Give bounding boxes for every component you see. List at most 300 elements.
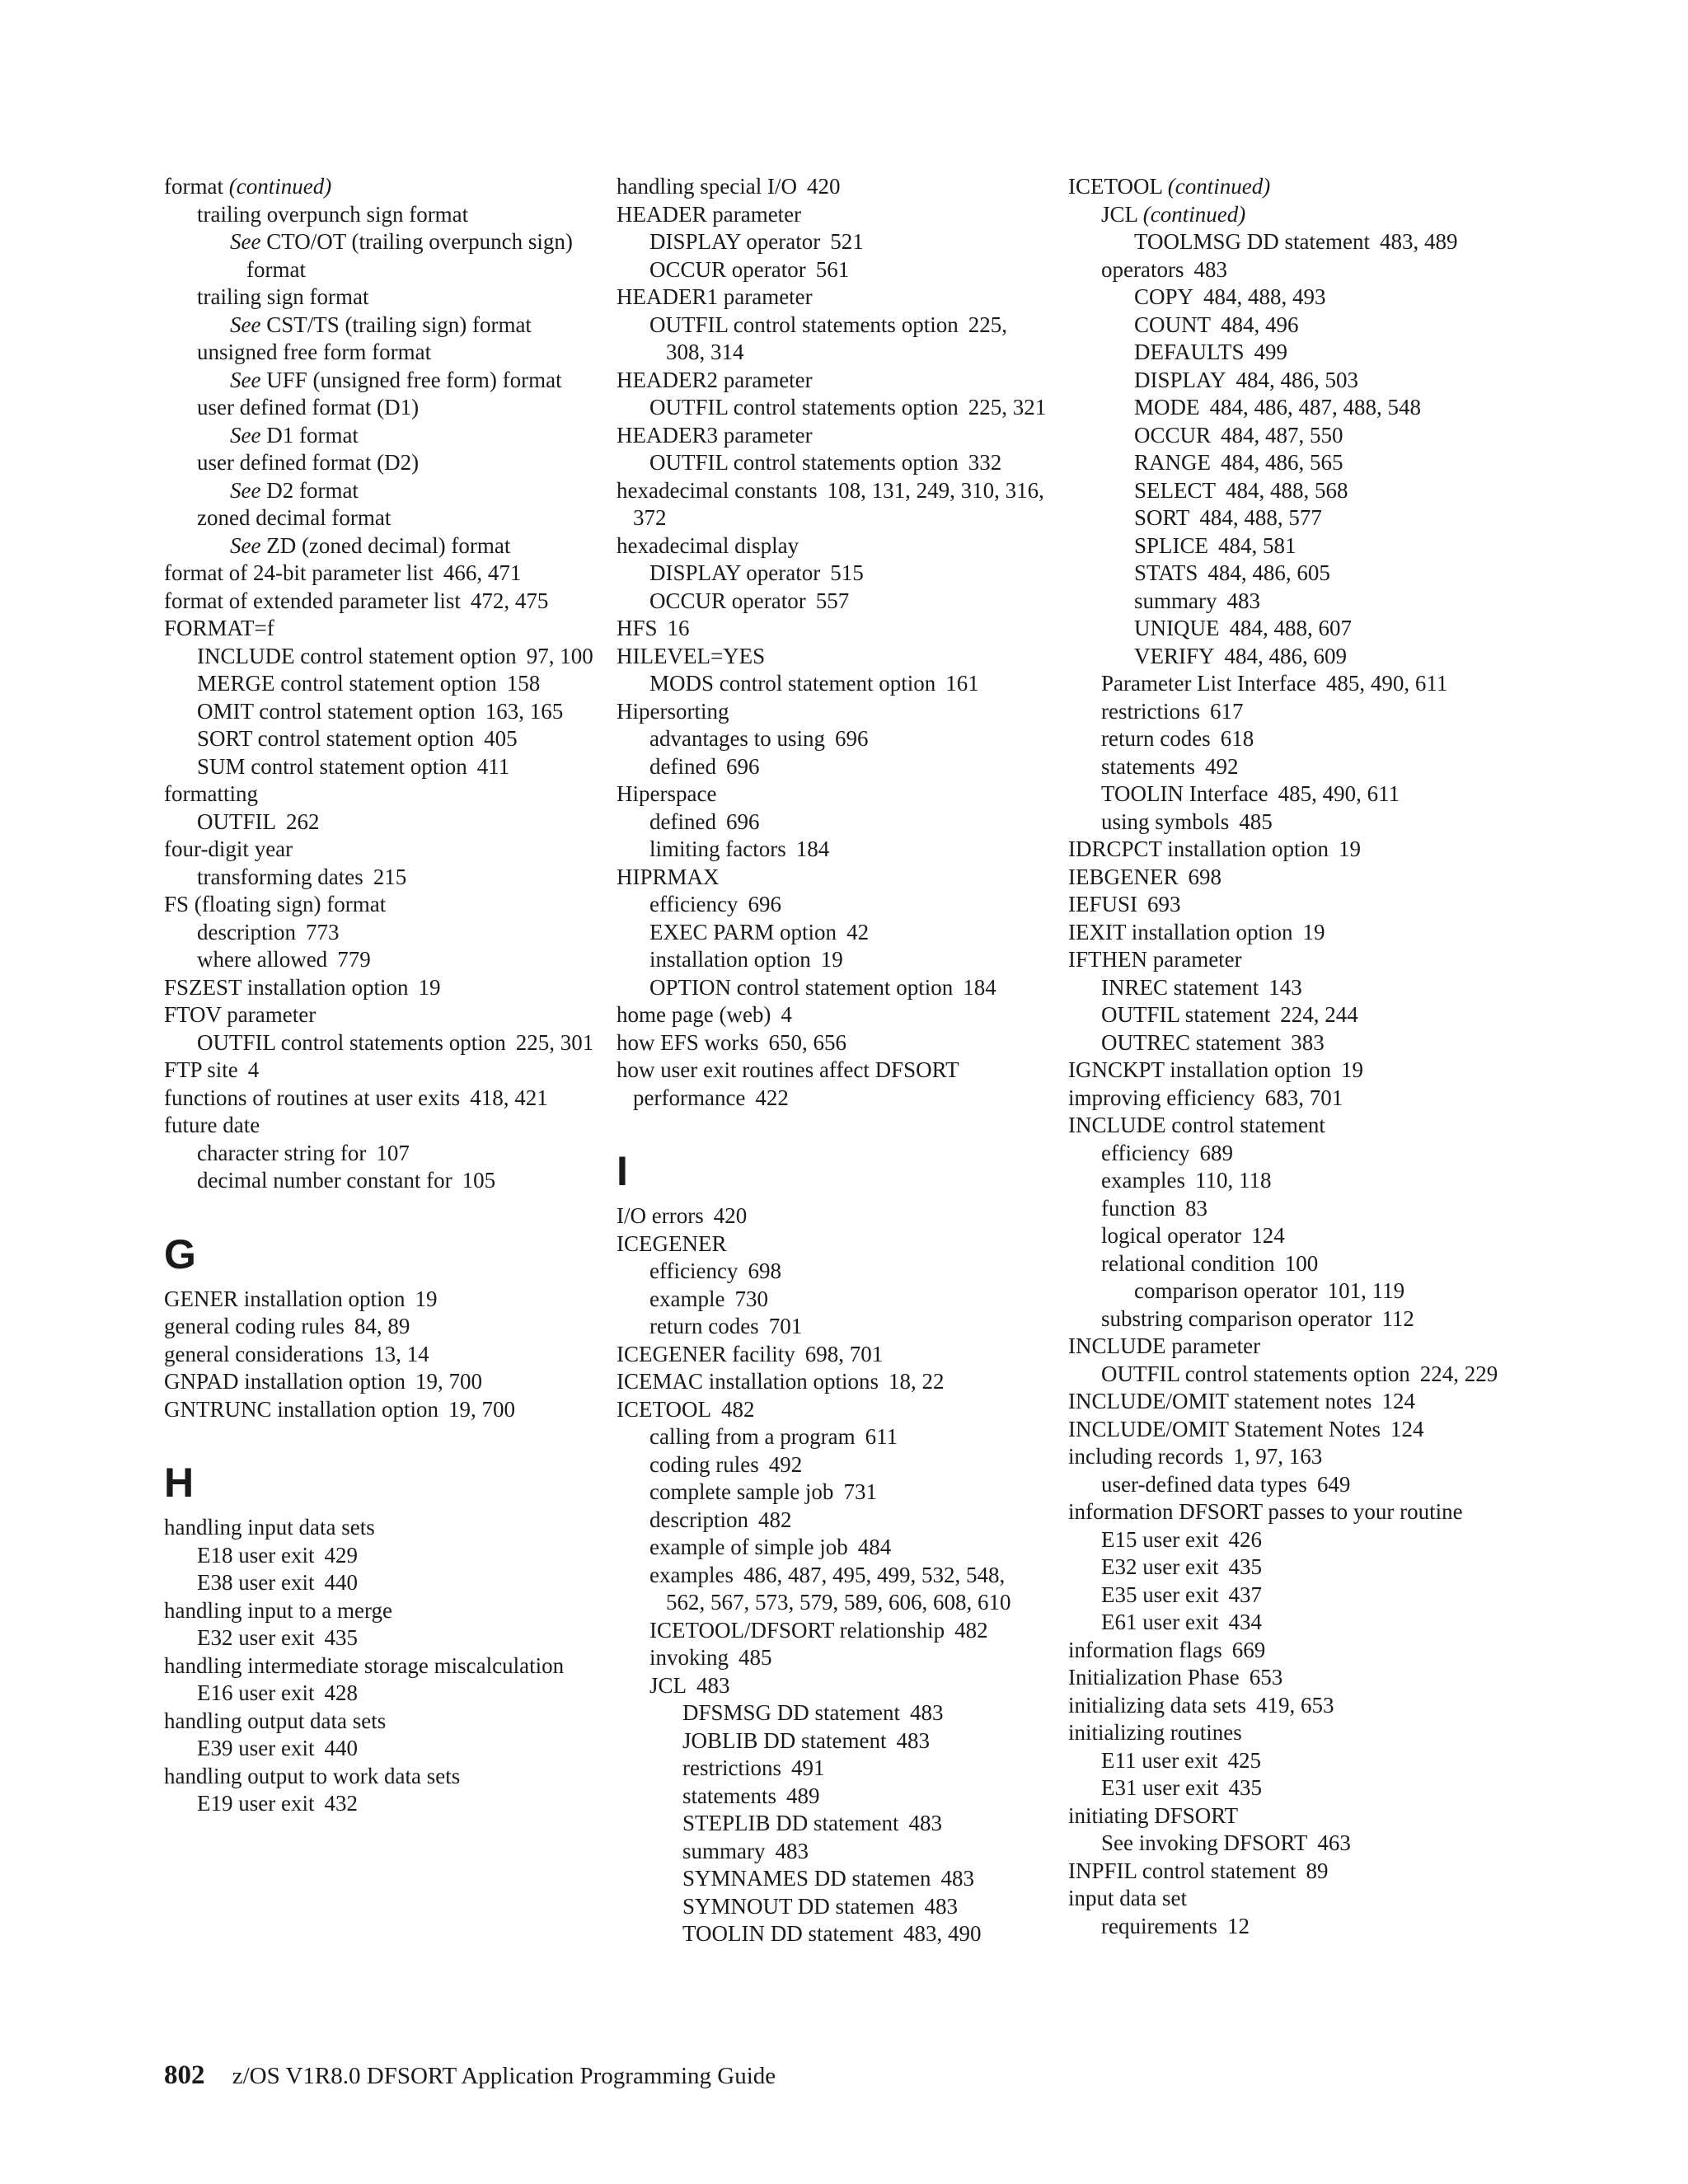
page-reference: 124 <box>1251 1223 1285 1248</box>
index-term: format <box>164 174 223 199</box>
index-term: return codes <box>1101 726 1211 751</box>
index-term: ICEMAC installation options <box>617 1369 879 1394</box>
index-term: OCCUR <box>1134 422 1212 448</box>
index-term: invoking <box>649 1645 729 1670</box>
index-term: HFS <box>617 616 658 640</box>
index-term: user defined format (D2) <box>197 450 420 475</box>
index-entry <box>164 1341 593 1369</box>
index-term: trailing overpunch sign format <box>197 201 469 227</box>
index-entry <box>1068 1554 1497 1582</box>
index-term: FSZEST installation option <box>164 974 409 1000</box>
index-entry <box>164 753 593 781</box>
index-entry <box>164 946 593 974</box>
index-entry <box>164 836 593 864</box>
index-term: handling input to a merge <box>164 1597 392 1623</box>
page-reference: 485 <box>1239 808 1273 834</box>
see-reference-label: See <box>230 367 261 392</box>
page-reference: 435 <box>1228 1554 1262 1579</box>
page-reference: 161 <box>945 671 979 696</box>
index-entry <box>1068 1416 1497 1444</box>
index-term: DISPLAY operator <box>649 560 821 585</box>
page-reference: 184 <box>963 974 996 1000</box>
index-entry <box>617 1507 1045 1535</box>
index-entry <box>617 1341 1045 1369</box>
index-term: hexadecimal display <box>617 532 799 558</box>
page-reference: 484, 486, 565 <box>1221 450 1343 475</box>
index-entry <box>617 1202 1045 1230</box>
page-reference: 486, 487, 495, 499, 532, 548, 562, 567, 573, 579, 589, 606, 608, 610 <box>666 1562 1011 1615</box>
index-entry <box>617 1286 1045 1314</box>
page-reference: 435 <box>324 1625 358 1650</box>
page-reference: 101, 119 <box>1327 1278 1405 1303</box>
index-entry <box>1068 698 1497 726</box>
index-entry <box>617 1562 1045 1617</box>
index-term: INCLUDE control statement option <box>197 643 517 668</box>
page-reference: 730 <box>734 1286 768 1311</box>
index-term: general considerations <box>164 1341 364 1366</box>
page-number: 802 <box>164 2060 205 2090</box>
page-reference: 484, 488, 607 <box>1229 616 1352 640</box>
index-term: SORT control statement option <box>197 726 475 751</box>
page-reference: 484, 486, 487, 488, 548 <box>1209 395 1421 419</box>
index-term: information DFSORT passes to your routine <box>1068 1499 1463 1524</box>
index-entry <box>617 477 1045 532</box>
page-reference: 426 <box>1228 1526 1262 1552</box>
index-entry <box>617 1893 1045 1921</box>
index-entry <box>617 1920 1045 1948</box>
index-entry <box>1068 1112 1497 1140</box>
index-term: decimal number constant for <box>197 1168 452 1193</box>
index-entry <box>164 1001 593 1029</box>
page-reference: 420 <box>806 174 841 199</box>
index-term: IFTHEN parameter <box>1068 947 1242 972</box>
index-entry <box>1068 588 1497 616</box>
index-entry <box>1068 284 1497 312</box>
index-entry <box>1068 1471 1497 1499</box>
index-term: statements <box>682 1783 776 1808</box>
index-entry <box>1068 1692 1497 1720</box>
page-reference: 163, 165 <box>485 698 564 724</box>
index-term: ICETOOL <box>617 1396 711 1422</box>
page-reference: 484, 486, 503 <box>1236 367 1359 392</box>
index-term: format of 24-bit parameter list <box>164 560 434 585</box>
index-term: logical operator <box>1101 1223 1242 1248</box>
index-entry <box>164 284 593 312</box>
index-entry <box>1068 615 1497 643</box>
index-entry <box>1068 1582 1497 1610</box>
page-reference: 112 <box>1381 1305 1414 1331</box>
page-reference: 649 <box>1316 1471 1351 1497</box>
page-reference: 483 <box>1226 588 1260 613</box>
page-reference: 483 <box>940 1866 974 1891</box>
index-term: COUNT <box>1134 312 1211 337</box>
index-entry <box>1068 1029 1497 1057</box>
page-reference: 405 <box>484 726 518 751</box>
page-reference: 617 <box>1209 698 1244 724</box>
page-reference: 483 <box>896 1727 930 1753</box>
index-entry <box>164 1680 593 1708</box>
page-reference: 472, 475 <box>470 588 549 613</box>
page-reference: 437 <box>1228 1582 1262 1607</box>
index-entry <box>1068 1498 1497 1526</box>
index-entry <box>1068 312 1497 340</box>
index-term: GNPAD installation option <box>164 1369 406 1394</box>
page-reference: 411 <box>476 753 510 779</box>
page-reference: 440 <box>324 1570 358 1595</box>
index-term: E31 user exit <box>1101 1775 1219 1800</box>
index-entry <box>617 1783 1045 1811</box>
page-reference: 499 <box>1254 340 1288 364</box>
index-term: STATS <box>1134 560 1198 585</box>
index-term: Hipersorting <box>617 698 729 724</box>
index-entry <box>617 1230 1045 1258</box>
index-term: IEBGENER <box>1068 864 1179 889</box>
index-entry <box>617 312 1045 367</box>
index-term: restrictions <box>682 1755 781 1780</box>
index-term: using symbols <box>1101 808 1230 834</box>
see-reference-label: See <box>230 229 261 254</box>
index-term: HILEVEL=YES <box>617 643 766 668</box>
page-reference: 466, 471 <box>443 560 522 585</box>
index-entry <box>617 1479 1045 1507</box>
page-reference: 4 <box>247 1057 260 1082</box>
index-entry <box>164 588 593 616</box>
index-entry <box>617 422 1045 450</box>
index-term: four-digit year <box>164 837 293 861</box>
index-term: statements <box>1101 753 1195 779</box>
index-term: SPLICE <box>1134 532 1209 558</box>
index-term: UNIQUE <box>1134 616 1220 640</box>
index-entry <box>1068 919 1497 947</box>
index-term: GENER installation option <box>164 1286 406 1311</box>
index-entry <box>1068 1830 1497 1858</box>
index-entry <box>164 974 593 1002</box>
index-entry <box>1068 1719 1497 1747</box>
page-reference: 698, 701 <box>804 1341 884 1366</box>
page-reference: 13, 14 <box>373 1341 429 1366</box>
index-term: OUTREC statement <box>1101 1029 1282 1055</box>
index-entry <box>617 919 1045 947</box>
page-reference: 515 <box>830 560 864 585</box>
index-term: calling from a program <box>649 1424 856 1449</box>
index-term: HEADER parameter <box>617 201 802 227</box>
index-term: defined <box>649 753 716 779</box>
index-term: VERIFY <box>1134 643 1215 668</box>
page-reference: 97, 100 <box>526 643 593 668</box>
index-entry <box>164 1597 593 1625</box>
index-term: Parameter List Interface <box>1101 671 1316 696</box>
index-entry <box>1068 864 1497 892</box>
index-entry <box>1068 1802 1497 1830</box>
index-entry <box>164 615 593 643</box>
index-entry <box>617 1451 1045 1479</box>
page-reference: 224, 229 <box>1419 1361 1498 1386</box>
index-term: unsigned free form format <box>197 340 432 364</box>
page-reference: 611 <box>865 1424 898 1449</box>
page-reference: 440 <box>324 1736 358 1760</box>
index-entry <box>164 1514 593 1542</box>
index-term: restrictions <box>1101 698 1200 724</box>
index-term: MODS control statement option <box>649 671 936 696</box>
index-term: description <box>649 1507 748 1532</box>
index-term: initiating DFSORT <box>1068 1802 1239 1828</box>
index-term: HEADER1 parameter <box>617 284 813 309</box>
page-reference: 434 <box>1228 1610 1262 1634</box>
index-term: INCLUDE control statement <box>1068 1113 1325 1137</box>
index-entry <box>164 1569 593 1597</box>
index-entry <box>1068 1858 1497 1886</box>
index-entry <box>617 1699 1045 1727</box>
index-term: SYMNAMES DD statemen <box>682 1866 931 1891</box>
index-term: efficiency <box>649 1258 738 1283</box>
page-reference: 19 <box>415 1286 438 1311</box>
index-term: return codes <box>649 1314 759 1338</box>
index-entry <box>164 919 593 947</box>
page-reference: 701 <box>768 1314 803 1338</box>
index-entry <box>1068 643 1497 671</box>
index-term: OUTFIL control statements option <box>197 1029 506 1055</box>
page-reference: 485, 490, 611 <box>1278 781 1400 806</box>
page-reference: 484, 486, 609 <box>1224 643 1348 668</box>
index-section-letter: I <box>617 1148 628 1194</box>
index-entry <box>617 615 1045 643</box>
page-reference: 484, 488, 568 <box>1226 477 1348 503</box>
page-reference: 696 <box>748 892 781 916</box>
index-term: E15 user exit <box>1101 1526 1219 1552</box>
index-term: handling output to work data sets <box>164 1763 461 1788</box>
index-term: DISPLAY <box>1134 367 1226 392</box>
index-term: HIPRMAX <box>617 864 720 889</box>
page-reference: 1, 97, 163 <box>1233 1444 1323 1469</box>
index-term: efficiency <box>1101 1140 1190 1165</box>
index-term: formatting <box>164 781 258 806</box>
index-term: example of simple job <box>649 1535 848 1559</box>
index-term: RANGE <box>1134 450 1211 475</box>
page-reference: 19 <box>1339 837 1362 861</box>
index-term: E32 user exit <box>197 1625 315 1650</box>
index-entry <box>164 1286 593 1314</box>
index-term: improving efficiency <box>1068 1085 1255 1110</box>
index-entry <box>1068 1885 1497 1913</box>
index-entry <box>164 1368 593 1396</box>
index-term: D2 format <box>266 477 359 503</box>
continued-label: (continued) <box>1167 174 1271 199</box>
page-reference: 89 <box>1306 1858 1329 1883</box>
index-term: description <box>197 919 296 944</box>
index-entry <box>1068 256 1497 284</box>
index-entry <box>617 1396 1045 1424</box>
index-term: handling output data sets <box>164 1708 387 1733</box>
index-entry <box>164 201 593 229</box>
index-entry <box>164 1624 593 1652</box>
index-entry <box>164 504 593 532</box>
index-term: substring comparison operator <box>1101 1305 1372 1331</box>
page-reference: 19 <box>1302 919 1325 944</box>
index-entry <box>617 643 1045 671</box>
page-reference: 124 <box>1381 1389 1415 1413</box>
page-reference: 689 <box>1199 1140 1233 1165</box>
page-reference: 485, 490, 611 <box>1325 671 1448 696</box>
page-reference: 482 <box>757 1507 792 1532</box>
index-entry <box>617 284 1045 312</box>
index-term: how EFS works <box>617 1029 759 1055</box>
index-column-3 <box>1068 173 1497 1940</box>
index-term: IEXIT installation option <box>1068 919 1293 944</box>
index-term: future date <box>164 1113 260 1137</box>
index-term: relational condition <box>1101 1250 1275 1276</box>
page-reference: 483 <box>775 1838 809 1863</box>
index-entry <box>164 1396 593 1424</box>
index-entry <box>617 1617 1045 1645</box>
index-entry <box>164 891 593 919</box>
index-entry <box>1068 1443 1497 1471</box>
page-reference: 492 <box>768 1451 803 1477</box>
index-entry <box>164 367 593 395</box>
index-entry <box>1068 725 1497 753</box>
index-term: Hiperspace <box>617 781 717 806</box>
index-entry <box>1068 808 1497 837</box>
page-reference: 463 <box>1317 1830 1351 1855</box>
page-reference: 618 <box>1220 726 1254 751</box>
index-term: E35 user exit <box>1101 1582 1219 1607</box>
index-term: INPFIL control statement <box>1068 1858 1296 1883</box>
index-entry <box>617 394 1045 422</box>
index-entry <box>1068 560 1497 588</box>
index-entry <box>164 1790 593 1818</box>
page-reference: 773 <box>305 919 340 944</box>
index-entry <box>617 1838 1045 1866</box>
index-entry <box>164 1652 593 1680</box>
index-term: SUM control statement option <box>197 753 467 779</box>
index-term: MODE <box>1134 395 1200 419</box>
page-reference: 669 <box>1231 1637 1266 1662</box>
index-entry <box>164 864 593 892</box>
index-entry <box>164 312 593 340</box>
index-entry <box>617 1810 1045 1838</box>
page-reference: 332 <box>968 450 1002 475</box>
index-term: coding rules <box>649 1451 759 1477</box>
page-reference: 42 <box>846 919 870 944</box>
index-term: examples <box>1101 1168 1185 1193</box>
page-reference: 420 <box>713 1203 748 1228</box>
index-entry <box>617 173 1045 201</box>
index-term: UFF (unsigned free form) format <box>266 367 562 392</box>
page-reference: 124 <box>1390 1416 1424 1441</box>
page-reference: 19 <box>1341 1057 1364 1082</box>
index-entry <box>617 1755 1045 1783</box>
index-entry <box>617 808 1045 837</box>
page-reference: 693 <box>1147 892 1181 916</box>
page-reference: 383 <box>1291 1029 1325 1055</box>
index-term: defined <box>649 808 716 834</box>
index-entry <box>164 560 593 588</box>
index-entry <box>1068 1774 1497 1802</box>
page-reference: 143 <box>1268 974 1302 1000</box>
page-reference: 484, 486, 605 <box>1207 560 1330 585</box>
index-entry <box>617 367 1045 395</box>
index-term: advantages to using <box>649 726 825 751</box>
page-reference: 184 <box>795 837 830 861</box>
index-term: ICEGENER <box>617 1230 727 1256</box>
index-term: information flags <box>1068 1637 1222 1662</box>
index-term: FTOV parameter <box>164 1002 316 1027</box>
index-entry <box>617 1258 1045 1286</box>
index-term: handling input data sets <box>164 1515 375 1540</box>
page-reference: 484 <box>857 1535 892 1559</box>
index-term: OUTFIL statement <box>1101 1002 1271 1027</box>
index-term: ICEGENER facility <box>617 1341 795 1366</box>
page-reference: 779 <box>337 947 371 972</box>
index-entry <box>164 670 593 698</box>
index-entry <box>164 449 593 477</box>
index-term: handling intermediate storage miscalculation <box>164 1652 565 1678</box>
index-entry <box>617 946 1045 974</box>
index-term: comparison operator <box>1134 1278 1318 1303</box>
index-term: E32 user exit <box>1101 1554 1219 1579</box>
index-term: E19 user exit <box>197 1791 315 1816</box>
index-entry <box>1068 201 1497 229</box>
index-term: OPTION control statement option <box>649 974 954 1000</box>
index-entry <box>1068 1001 1497 1029</box>
index-term: user defined format (D1) <box>197 395 420 419</box>
index-term: efficiency <box>649 892 738 916</box>
index-entry <box>1068 780 1497 808</box>
see-reference-label: See <box>230 532 261 558</box>
page-reference: 225, 321 <box>968 395 1047 419</box>
page-reference: 19, 700 <box>448 1396 515 1422</box>
page-reference: 483 <box>924 1893 958 1919</box>
page-reference: 429 <box>324 1542 358 1568</box>
index-term: how user exit routines affect DFSORT performance <box>617 1057 959 1110</box>
page-reference: 419, 653 <box>1255 1692 1334 1718</box>
index-entry <box>617 864 1045 892</box>
index-term: summary <box>682 1838 766 1863</box>
index-entry <box>1068 1250 1497 1278</box>
page-reference: 107 <box>376 1140 410 1165</box>
index-entry <box>617 1368 1045 1396</box>
index-term: OUTFIL control statements option <box>649 450 959 475</box>
index-term: SYMNOUT DD statemen <box>682 1893 915 1919</box>
index-entry <box>617 780 1045 808</box>
index-entry <box>1068 339 1497 367</box>
index-term: E11 user exit <box>1101 1747 1218 1773</box>
index-entry <box>1068 477 1497 505</box>
page-reference: 158 <box>506 671 541 696</box>
index-term: CTO/OT (trailing overpunch sign) format <box>246 229 573 282</box>
index-entry <box>1068 974 1497 1002</box>
page-reference: 105 <box>462 1168 496 1193</box>
index-entry <box>1068 753 1497 781</box>
page-reference: 262 <box>286 808 320 834</box>
page-reference: 483 <box>696 1672 730 1698</box>
index-entry <box>1068 228 1497 256</box>
index-term: OMIT control statement option <box>197 698 476 724</box>
index-term: E61 user exit <box>1101 1610 1219 1634</box>
page-reference: 484, 487, 550 <box>1221 422 1343 448</box>
page-reference: 482 <box>721 1396 755 1422</box>
index-term: JCL <box>1101 201 1138 227</box>
index-entry <box>617 588 1045 616</box>
index-entry <box>1068 1057 1497 1085</box>
index-term: COPY <box>1134 284 1194 309</box>
index-entry <box>164 1112 593 1140</box>
page-footer <box>164 2060 776 2091</box>
index-term: INCLUDE/OMIT Statement Notes <box>1068 1416 1381 1441</box>
index-entry <box>1068 670 1497 698</box>
index-term: complete sample job <box>649 1479 834 1504</box>
page-reference: 108, 131, 249, 310, 316, 372 <box>633 477 1044 530</box>
page-reference: 696 <box>834 726 869 751</box>
